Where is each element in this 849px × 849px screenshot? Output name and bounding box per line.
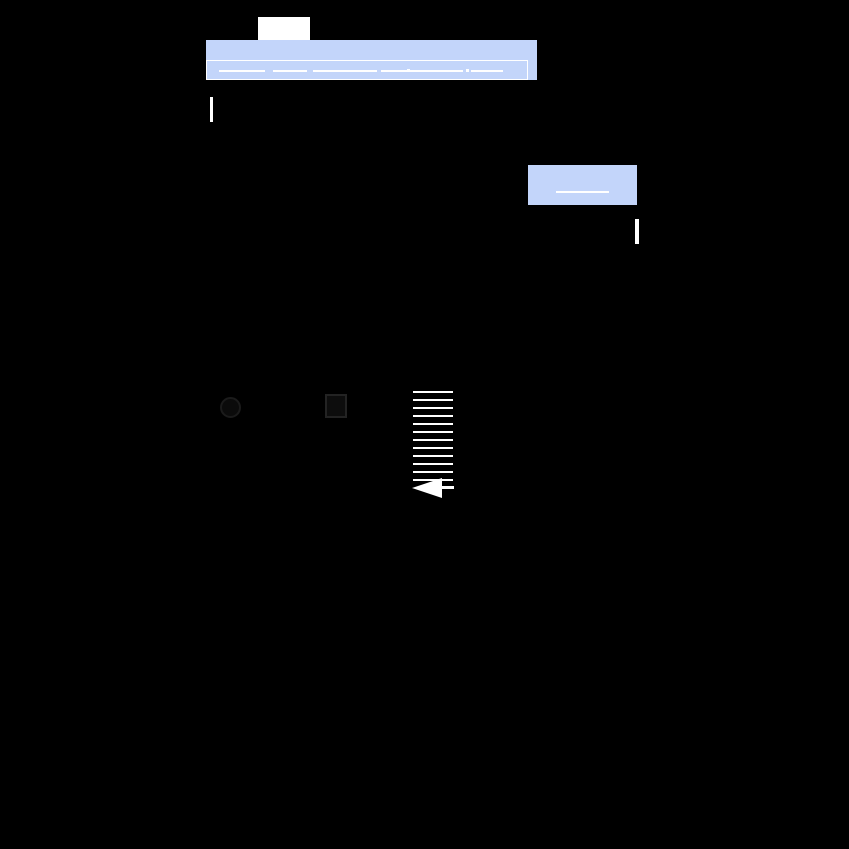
hatched-down-arrow [413,391,453,486]
secondary-window-field[interactable] [556,191,609,193]
hatch-line [413,423,453,425]
hatch-line [413,447,453,449]
hatch-line [413,463,453,465]
toolbar-segment-5[interactable] [413,70,463,72]
window-tab-top[interactable] [258,17,310,40]
hatch-line [413,415,453,417]
hatch-line [413,471,453,473]
toolbar-divider-dot [407,69,410,72]
hatch-line [413,399,453,401]
toolbar-segment-1[interactable] [219,70,265,72]
text-caret-right [635,219,639,244]
secondary-window-toolbar[interactable] [528,185,637,205]
arrow-tail [430,486,454,489]
window-tab-top-label [258,17,259,18]
hatch-line [413,431,453,433]
toolbar-divider-dot-2 [466,69,469,72]
secondary-window-title [528,165,529,166]
primary-window-title [206,40,207,41]
square-marker[interactable] [325,394,347,418]
hatch-line [413,455,453,457]
primary-window-toolbar[interactable] [206,60,528,80]
toolbar-segment-6[interactable] [471,70,503,72]
hatch-line [413,407,453,409]
hatch-line [413,391,453,393]
text-caret-top [210,97,213,122]
circle-marker[interactable] [220,397,241,418]
toolbar-segment-2[interactable] [273,70,307,72]
toolbar-segment-3[interactable] [313,70,377,72]
hatch-line [413,439,453,441]
